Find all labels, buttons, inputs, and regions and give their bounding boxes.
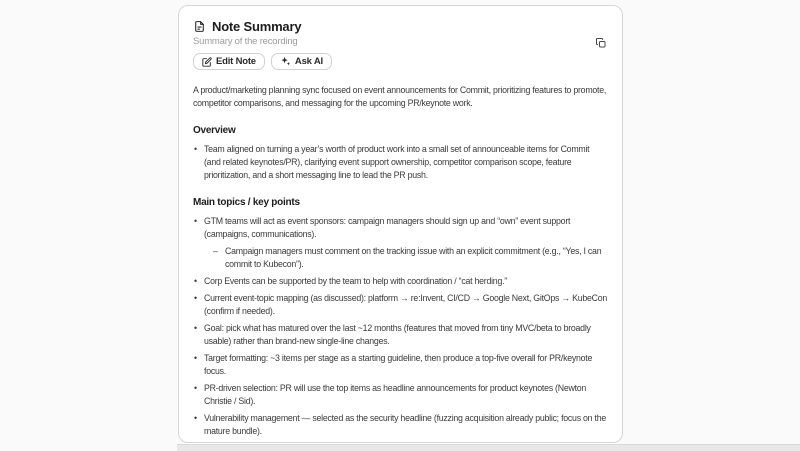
copy-button[interactable] (595, 37, 607, 49)
card-header (193, 19, 608, 33)
bullet-text: GTM teams will act as event sponsors: campaign managers should sign up and “own” event support (campaigns, communications). (204, 216, 571, 239)
ask-ai-label: Ask AI (294, 56, 323, 67)
list-item (193, 215, 608, 271)
bullet-text: Target formatting: ~3 items per stage as a starting guideline, then produce a top-five overall for PR/keynote focus. (204, 353, 593, 376)
list-item (193, 275, 608, 288)
list-item (193, 382, 608, 408)
page-title: Note Summary (212, 18, 302, 34)
overview-list (193, 143, 608, 182)
sparkles-icon (280, 56, 291, 67)
edit-note-label: Edit Note (216, 56, 256, 67)
bullet-text: Vulnerability management — selected as the security headline (fuzzing acquisition already public; focus on the mature bundle). (204, 413, 606, 436)
sub-list (213, 245, 608, 271)
note-summary-card (178, 5, 623, 443)
bullet-text: Current event-topic mapping (as discussed): platform → re:Invent, CI/CD → Google Next, GitOps → KubeCon (confirm if needed). (204, 293, 608, 316)
edit-pencil-icon (202, 57, 212, 67)
list-item (193, 292, 608, 318)
list-item (193, 143, 608, 182)
sub-list-item (213, 245, 608, 271)
section-heading-main-topics: Main topics / key points (193, 197, 300, 208)
bullet-text: PR-driven selection: PR will use the top items as headline announcements for product keynotes (Newton Christie / Sid). (204, 383, 587, 406)
bullet-text: Goal: pick what has matured over the last ~12 months (features that moved from tiny MVC/beta to broadly usable) rather than brand-new single-line changes. (204, 323, 591, 346)
bullet-text: Corp Events can be supported by the team to help with coordination / “cat herding.” (204, 276, 507, 286)
card-subtitle: Summary of the recording (193, 36, 298, 47)
bullet-text: Team aligned on turning a year’s worth of product work into a small set of announceable items for Commit (and related keynotes/PR), clarifying event support ownership, competitor comparison scope, feature prioritization, and a short messaging line to lead the PR push. (204, 144, 590, 180)
sub-bullet-text: Campaign managers must comment on the tracking issue with an explicit commitment (e.g., “Yes, I can commit to Kubecon”). (225, 246, 602, 269)
ask-ai-button[interactable] (271, 53, 332, 70)
copy-icon (595, 37, 607, 49)
list-item (193, 352, 608, 378)
edit-note-button[interactable] (193, 53, 265, 70)
document-note-icon (193, 20, 206, 33)
list-item (193, 412, 608, 438)
summary-intro: A product/marketing planning sync focused on event announcements for Commit, prioritizing features to promote, competitor comparisons, and messaging for the upcoming PR/keynote work. (193, 85, 607, 108)
section-heading-overview: Overview (193, 125, 236, 136)
action-buttons-row (193, 53, 608, 70)
main-topics-list (193, 215, 608, 438)
list-item (193, 322, 608, 348)
